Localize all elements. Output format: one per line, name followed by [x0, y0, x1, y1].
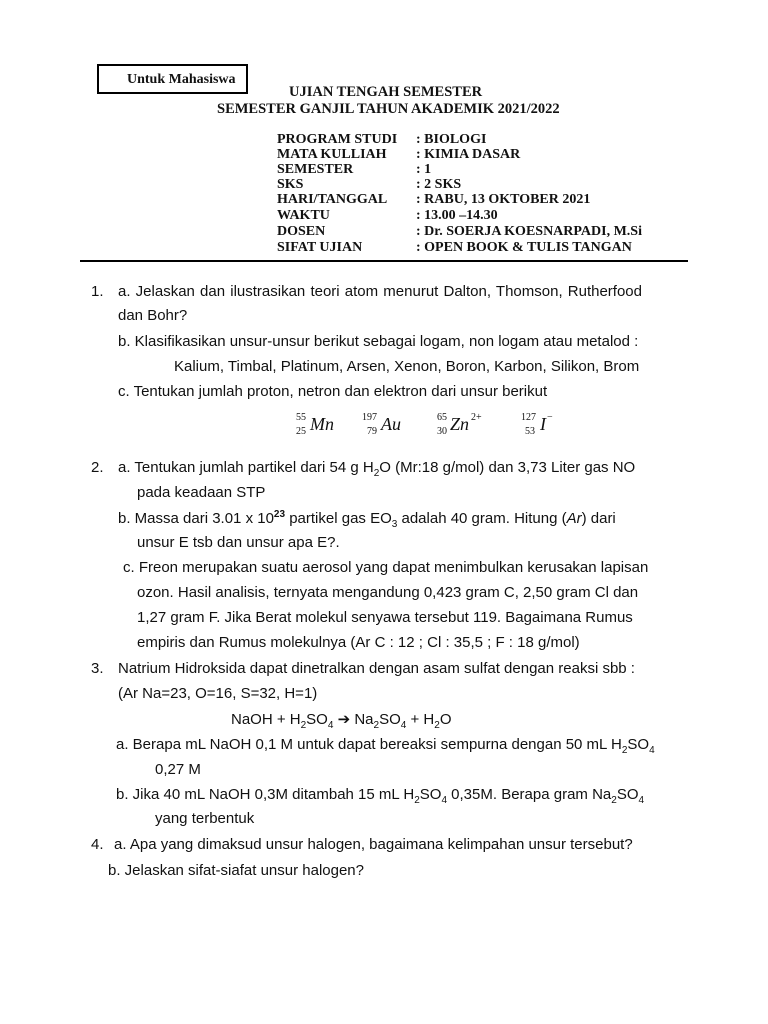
q2-part-c-line4: empiris dan Rumus molekulnya (Ar C : 12 ; Cl : 35,5 ; F : 18 g/mol) [137, 634, 580, 651]
question-number: 1. [91, 283, 104, 300]
question-number: 4. [91, 836, 104, 853]
q2-part-a: a. Tentukan jumlah partikel dari 54 g $H_2O$ (Mr:18 g/mol) dan 3,73 Liter gas NO [118, 459, 636, 479]
q1-part-a: a. Jelaskan dan ilustrasikan teori atom menurut Dalton, Thomson, Rutherfood [118, 283, 642, 300]
q3-intro: Natrium Hidroksida dapat dinetralkan dengan asam sulfat dengan reaksi sbb : [118, 660, 635, 677]
q3-part-a: a. Berapa mL NaOH 0,1 M untuk dapat bereaksi sempurna dengan 50 mL $H_2SO_4$ [116, 736, 655, 756]
audience-label: Untuk Mahasiswa [127, 72, 236, 87]
q2-part-b-cont: unsur E tsb dan unsur apa E?. [137, 534, 340, 551]
info-value: : KIMIA DASAR [416, 147, 521, 162]
nuclide-mn: 55 25 Mn [296, 412, 334, 437]
q3-part-a-cont: 0,27 M [155, 761, 201, 778]
exam-subtitle: SEMESTER GANJIL TAHUN AKADEMIK 2021/2022 [217, 101, 560, 117]
q3-reaction-equation: NaOH + $H_2SO_4$ ➔ $Na_2SO_4 + H_2O$ [231, 711, 452, 731]
info-label: SKS [277, 177, 304, 192]
nuclide-zn: 65 30 Zn 2+ [437, 412, 482, 437]
info-value: : 1 [416, 162, 432, 177]
q3-atomic-masses: (Ar Na=23, O=16, S=32, H=1) [118, 685, 318, 702]
info-value: : OPEN BOOK & TULIS TANGAN [416, 240, 632, 255]
nuclide-au: 197 79 Au [362, 412, 401, 437]
info-label: SIFAT UJIAN [277, 240, 363, 255]
q2-part-c-line2: ozon. Hasil analisis, ternyata mengandung 0,423 gram C, 2,50 gram Cl dan [137, 584, 639, 601]
exam-title: UJIAN TENGAH SEMESTER [289, 84, 483, 100]
question-number: 3. [91, 660, 104, 677]
q2-part-c: c. Freon merupakan suatu aerosol yang dapat menimbulkan kerusakan lapisan [123, 559, 649, 576]
info-label: DOSEN [277, 224, 326, 239]
q4-part-b: b. Jelaskan sifat-siafat unsur halogen? [108, 862, 364, 879]
reaction-arrow-icon: ➔ [337, 711, 351, 728]
nuclide-i: 127 53 I − [521, 412, 553, 437]
info-value: : BIOLOGI [416, 132, 487, 147]
info-label: SEMESTER [277, 162, 354, 177]
info-value: : 2 SKS [416, 177, 462, 192]
info-label: HARI/TANGGAL [277, 192, 388, 207]
q2-part-a-cont: pada keadaan STP [137, 484, 266, 501]
info-value: : RABU, 13 OKTOBER 2021 [416, 192, 591, 207]
q1-part-a-cont: dan Bohr? [118, 307, 188, 324]
q1-part-c: c. Tentukan jumlah proton, netron dan elektron dari unsur berikut [118, 383, 548, 400]
q1-part-b: b. Klasifikasikan unsur-unsur berikut sebagai logam, non logam atau metalod : [118, 333, 639, 350]
q3-part-b-cont: yang terbentuk [155, 810, 255, 827]
q2-part-c-line3: 1,27 gram F. Jika Berat molekul senyawa tersebut 119. Bagaimana Rumus [137, 609, 633, 626]
info-label: MATA KULLIAH [277, 147, 387, 162]
audience-box [97, 64, 248, 94]
q3-part-b: b. Jika 40 mL NaOH 0,3M ditambah 15 mL $H_2SO_4$ 0,35M. Berapa gram $Na_2SO_4$ [116, 786, 645, 806]
info-label: WAKTU [277, 208, 330, 223]
q2-part-b: b. Massa dari 3.01 x $10^{23}$ partikel gas $EO_3$ adalah 40 gram. Hitung (Ar) dari [118, 509, 616, 530]
q4-part-a: a. Apa yang dimaksud unsur halogen, bagaimana kelimpahan unsur tersebut? [114, 836, 633, 853]
info-value: : Dr. SOERJA KOESNARPADI, M.Si [416, 224, 642, 239]
question-number: 2. [91, 459, 104, 476]
header-divider [80, 260, 688, 262]
q1-element-list: Kalium, Timbal, Platinum, Arsen, Xenon, Boron, Karbon, Silikon, Brom [174, 358, 640, 375]
info-label: PROGRAM STUDI [277, 132, 398, 147]
info-value: : 13.00 –14.30 [416, 208, 498, 223]
